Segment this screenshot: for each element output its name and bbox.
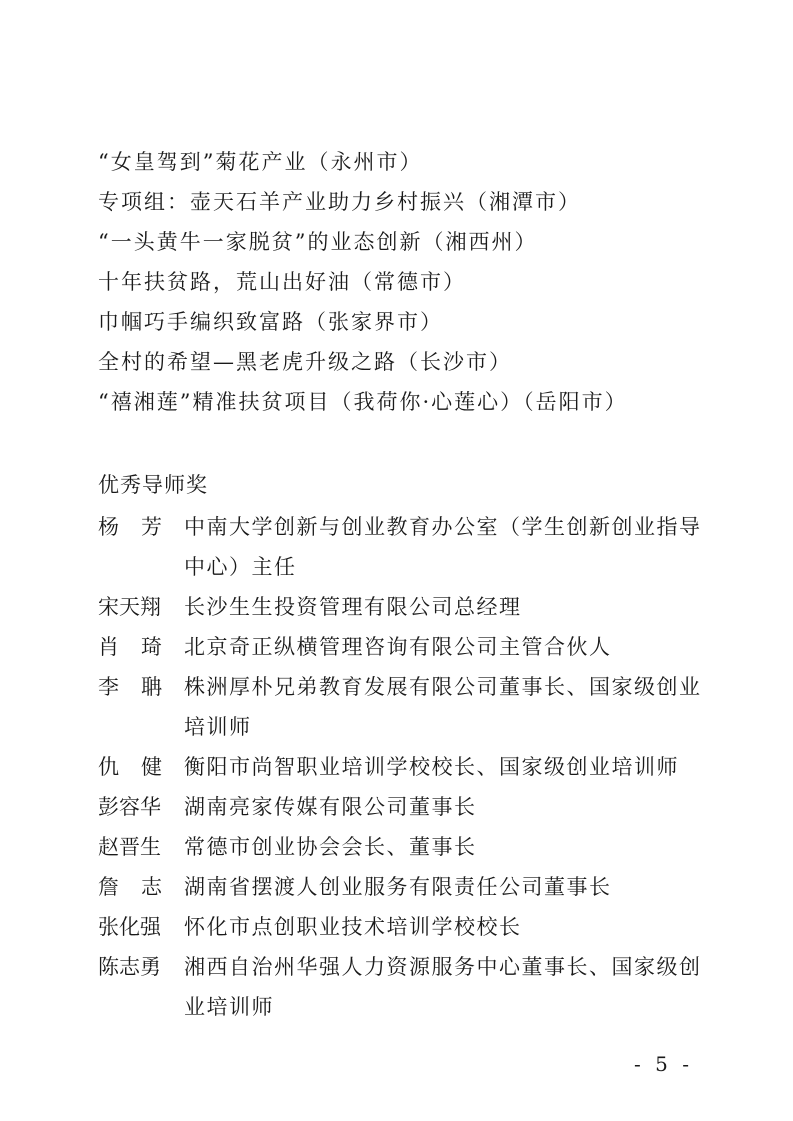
mentor-entry: [98, 587, 718, 627]
mentor-entry: [98, 907, 718, 947]
project-item: “禧湘莲”精准扶贫项目（我荷你·心莲心）（岳阳市）: [98, 390, 628, 414]
mentor-name: 彭容华: [98, 795, 161, 819]
mentor-entry: [98, 947, 718, 1027]
mentor-title: 湖南省摆渡人创业服务有限责任公司董事长: [184, 875, 612, 899]
mentor-title: 长沙生生投资管理有限公司总经理: [184, 595, 522, 619]
mentor-entry: [98, 747, 718, 787]
mentor-name: 陈志勇: [98, 955, 161, 979]
project-item: 十年扶贫路，荒山出好油（常德市）: [98, 270, 466, 294]
project-item: 专项组：壶天石羊产业助力乡村振兴（湘潭市）: [98, 190, 581, 214]
mentor-title: 株洲厚朴兄弟教育发展有限公司董事长、国家级创业培训师: [184, 675, 702, 739]
mentor-name: 李 聃: [98, 675, 162, 699]
project-item: 全村的希望—黑老虎升级之路（长沙市）: [98, 350, 512, 374]
mentor-title: 怀化市点创职业技术培训学校校长: [184, 915, 522, 939]
mentor-entry: [98, 507, 718, 587]
project-item: “一头黄牛一家脱贫”的业态创新（湘西州）: [98, 230, 538, 254]
mentor-entry: [98, 827, 718, 867]
mentor-list: [98, 507, 718, 1027]
mentor-title: 北京奇正纵横管理咨询有限公司主管合伙人: [184, 635, 612, 659]
mentor-entry: [98, 667, 718, 747]
mentor-title: 中南大学创新与创业教育办公室（学生创新创业指导中心）主任: [184, 515, 702, 579]
project-list: [98, 142, 738, 422]
mentor-name: 仇 健: [98, 755, 162, 779]
mentor-title: 湘西自治州华强人力资源服务中心董事长、国家级创业培训师: [184, 955, 702, 1019]
mentor-name: 赵晋生: [98, 835, 161, 859]
mentor-entry: [98, 867, 718, 907]
mentor-entry: [98, 627, 718, 667]
mentor-name: 宋天翔: [98, 595, 161, 619]
section-heading: 优秀导师奖: [98, 473, 208, 497]
project-item: 巾帼巧手编织致富路（张家界市）: [98, 310, 443, 334]
mentor-title: 常德市创业协会会长、董事长: [184, 835, 477, 859]
mentor-entry: [98, 787, 718, 827]
mentor-title: 湖南亮家传媒有限公司董事长: [184, 795, 477, 819]
page-number: - 5 -: [634, 1052, 693, 1076]
mentor-name: 张化强: [98, 915, 161, 939]
project-item: “女皇驾到”菊花产业（永州市）: [98, 150, 423, 174]
mentor-name: 肖 琦: [98, 635, 162, 659]
mentor-title: 衡阳市尚智职业培训学校校长、国家级创业培训师: [184, 755, 679, 779]
mentor-name: 杨 芳: [98, 515, 162, 539]
mentor-name: 詹 志: [98, 875, 162, 899]
